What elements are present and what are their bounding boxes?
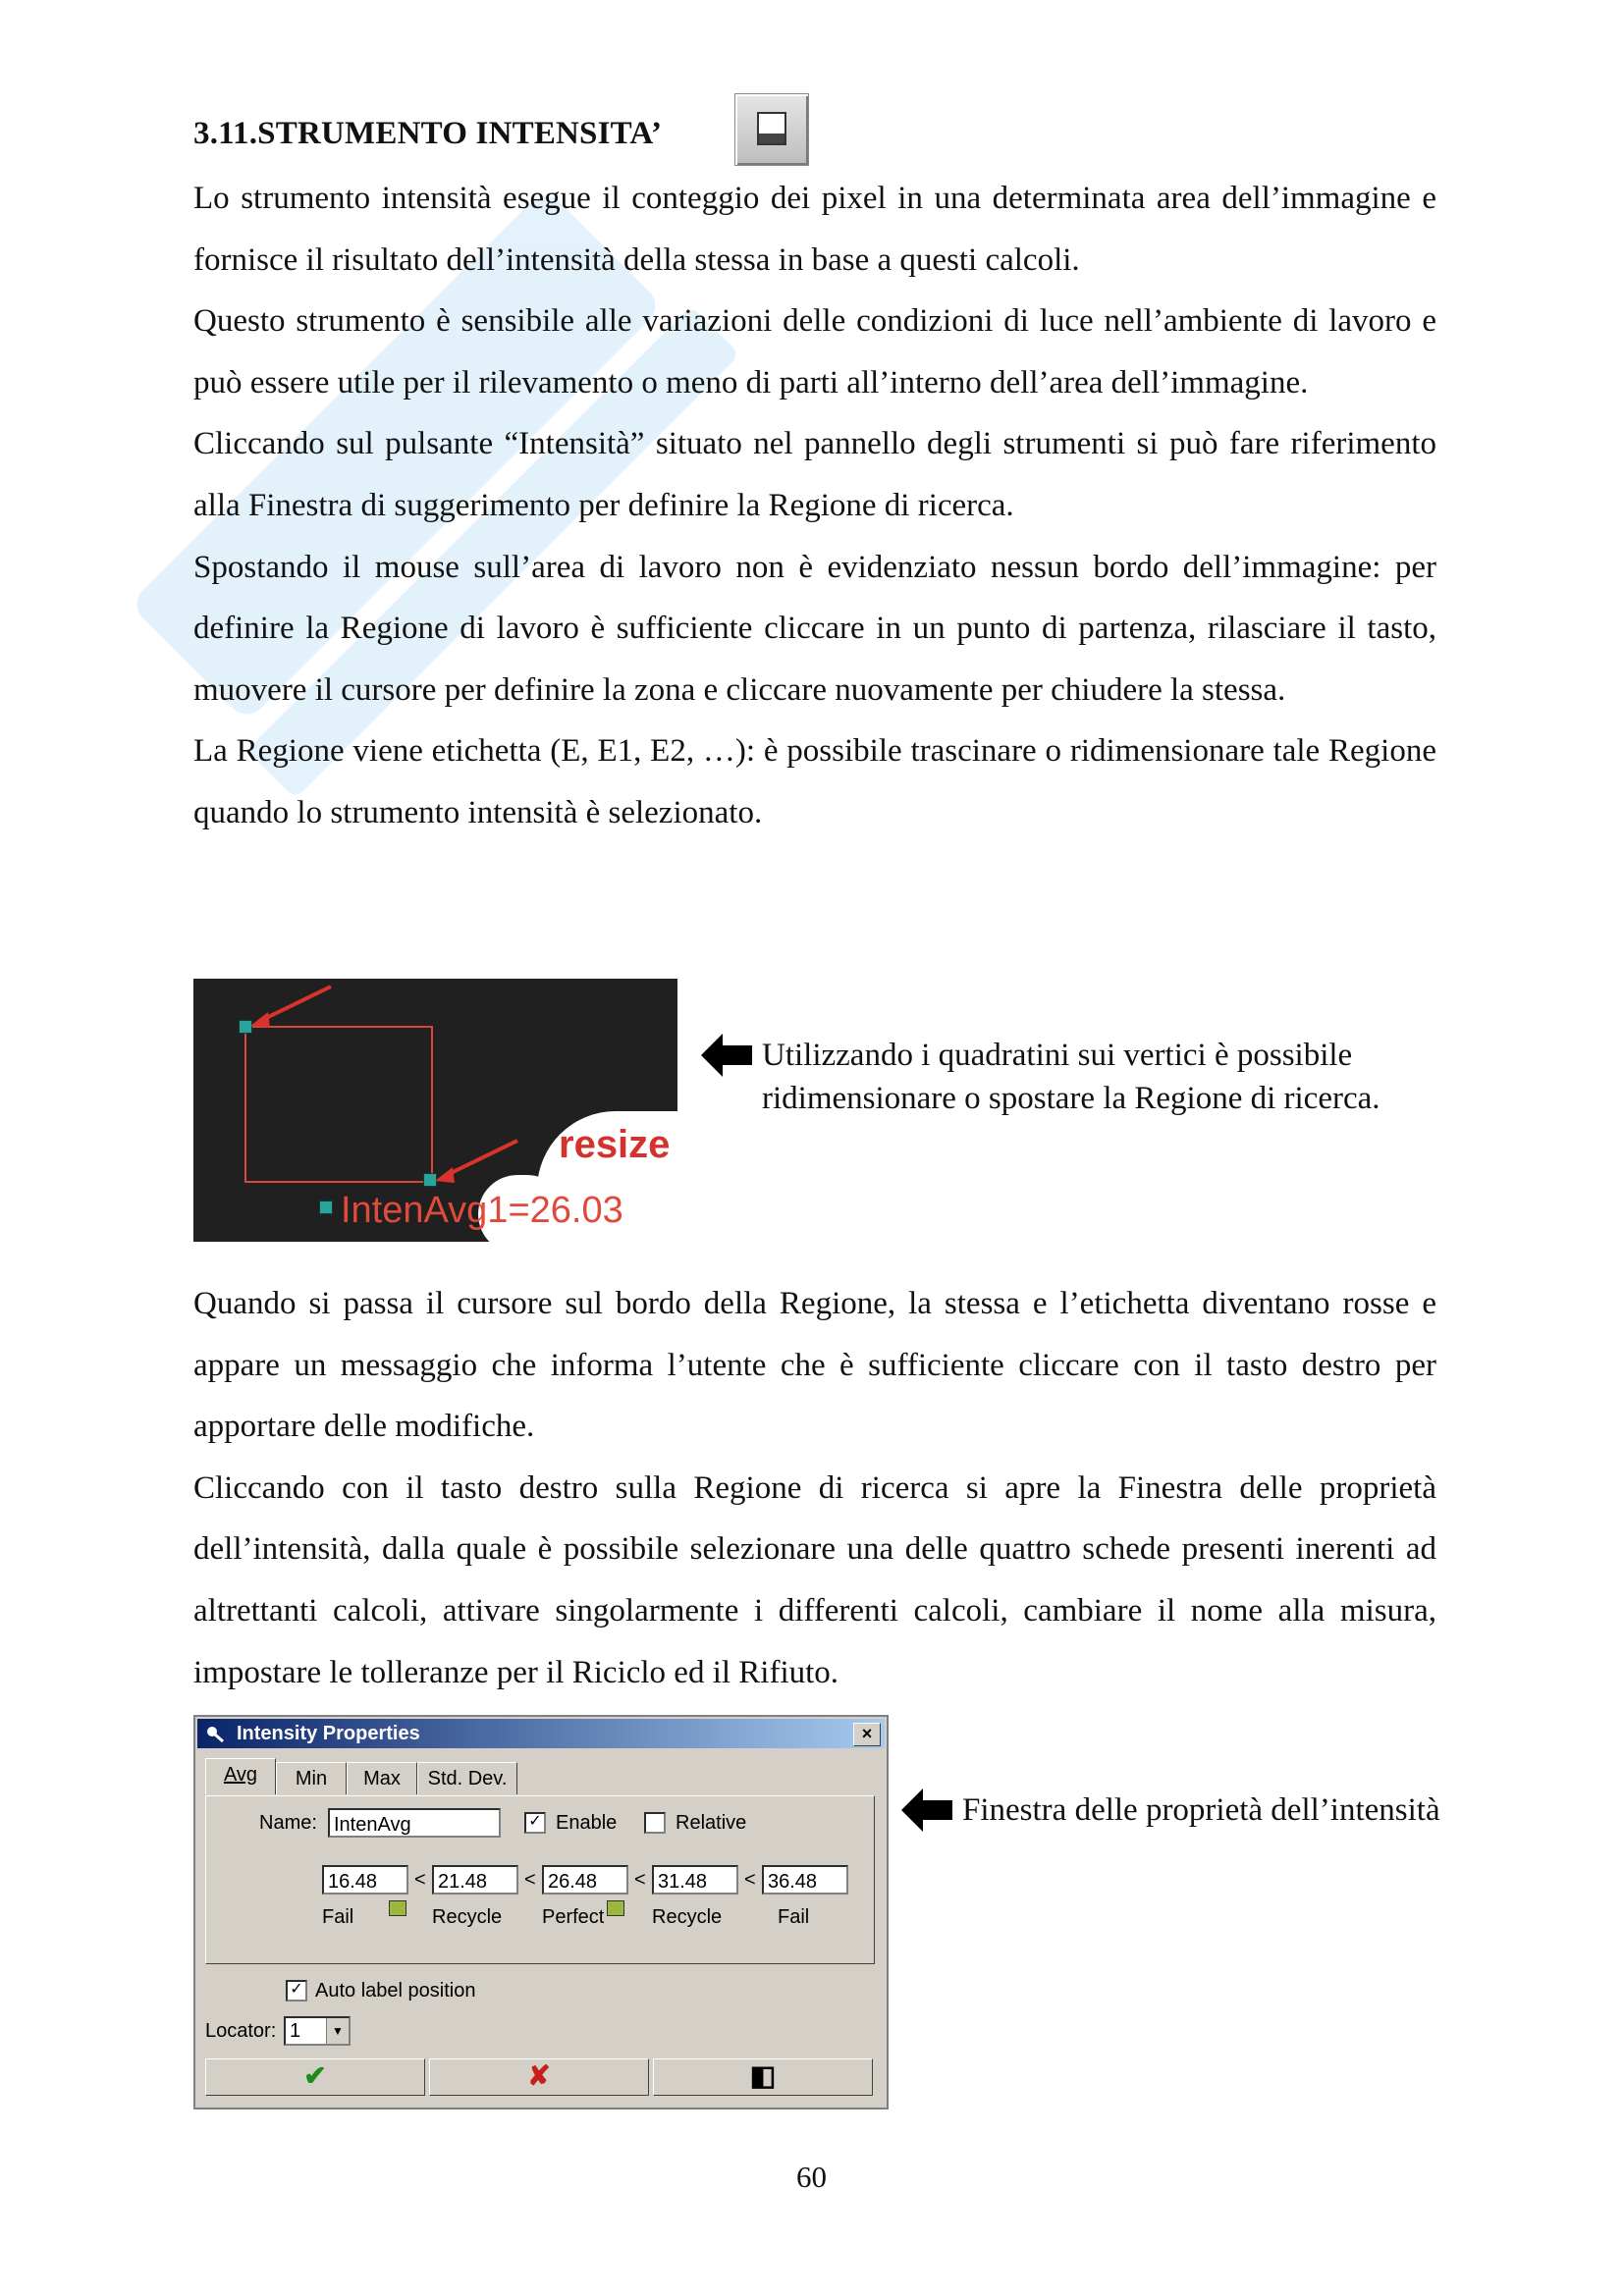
region-resize-figure [193,979,677,1242]
threshold-input[interactable]: 26.48 [542,1865,628,1895]
figure1-caption-line: Utilizzando i quadratini sui vertici è possibile [762,1038,1353,1073]
tab-min[interactable]: Min [276,1762,347,1794]
figure2-caption: Finestra delle proprietà dell’intensità [962,1792,1440,1828]
cancel-button[interactable]: ✘ [429,2058,649,2096]
page-number: 60 [796,2160,827,2194]
threshold-separator: < [634,1869,646,1891]
app-icon [205,1725,225,1742]
relative-checkbox[interactable] [644,1812,666,1834]
locator-select[interactable] [284,2016,351,2046]
figure1-caption [762,1034,1380,1120]
tab-std-dev[interactable]: Std. Dev. [417,1762,517,1794]
zone-label: Fail [322,1906,354,1928]
lock-icon[interactable] [607,1900,624,1916]
figure1-caption-line: ridimensionare o spostare la Regione di ricerca. [762,1081,1380,1116]
threshold-separator: < [414,1869,426,1891]
arrow-left-icon [701,1034,752,1077]
paragraph: Spostando il mouse sull’area di lavoro non è evidenziato nessun bordo dell’immagine: per definire la Regione di lavoro è sufficiente cliccare in un punto di partenza, rilasciare il tasto, muovere il cursore per definire la zona e cliccare nuovamente per chiudere la stessa. [193,549,1436,708]
dialog-button-row [205,2058,873,2096]
dialog-title: Intensity Properties [237,1723,420,1744]
details-text [193,1273,1436,1703]
intensity-properties-dialog [193,1715,889,2109]
threshold-input[interactable]: 36.48 [762,1865,848,1895]
auto-label-checkbox[interactable]: ✓ [286,1980,307,2002]
relative-label: Relative [676,1812,747,1834]
threshold-separator: < [524,1869,536,1891]
region-value-label: IntenAvg1=26.03 [341,1190,623,1231]
locator-value: 1 [290,2020,301,2042]
lock-icon[interactable] [389,1900,406,1916]
threshold-input[interactable]: 31.48 [652,1865,738,1895]
paragraph: La Regione viene etichetta (E, E1, E2, …): è possibile trascinare o ridimensionare tale Regione quando lo strumento intensità è selezionato. [193,733,1436,830]
close-button[interactable]: × [853,1723,881,1746]
zone-label: Recycle [652,1906,723,1928]
dialog-titlebar [197,1719,885,1748]
auto-label-text: Auto label position [315,1980,476,2002]
name-input[interactable]: IntenAvg [328,1808,501,1838]
paragraph: Questo strumento è sensibile alle variazioni delle condizioni di luce nell’ambiente di lavoro e può essere utile per il rilevamento o meno di parti all’interno dell’area dell’immagine. [193,303,1436,400]
tab-avg[interactable]: Avg [205,1758,276,1794]
paragraph: Lo strumento intensità esegue il conteggio dei pixel in una determinata area dell’immagine e fornisce il risultato dell’intensità della stessa in base a questi calcoli. [193,181,1436,278]
tab-panel [205,1795,875,1964]
zone-label: Fail [778,1906,810,1928]
resize-label: resize [559,1123,671,1166]
enable-label: Enable [556,1812,618,1834]
tab-max[interactable]: Max [347,1762,417,1794]
paragraph: Cliccando con il tasto destro sulla Regione di ricerca si apre la Finestra delle proprietà dell’intensità, dalla quale è possibile selezionare una delle quattro schede presenti inerenti ad altrettanti calcoli, attivare singolarmente i differenti calcoli, cambiare il nome alla misura, impostare le tolleranze per il Riciclo ed il Rifiuto. [193,1469,1436,1690]
chevron-down-icon[interactable]: ▼ [326,2018,349,2044]
locator-label: Locator: [205,2020,277,2042]
name-label: Name: [259,1812,317,1834]
threshold-separator: < [744,1869,756,1891]
paragraph: Quando si passa il cursore sul bordo della Regione, la stessa e l’etichetta diventano rosse e appare un messaggio che informa l’utente che è sufficiente cliccare con il tasto destro per apportare delle modifiche. [193,1286,1436,1445]
layout-button[interactable]: ◧ [653,2058,873,2096]
paragraph: Cliccando sul pulsante “Intensità” situato nel pannello degli strumenti si può fare riferimento alla Finestra di suggerimento per definire la Regione di ricerca. [193,426,1436,523]
enable-checkbox[interactable]: ✓ [524,1812,546,1834]
threshold-input[interactable]: 21.48 [432,1865,518,1895]
ok-button[interactable]: ✔ [205,2058,425,2096]
threshold-input[interactable]: 16.48 [322,1865,408,1895]
zone-label: Perfect [542,1906,605,1928]
arrow-left-icon [901,1789,952,1832]
intensity-tool-icon [734,93,809,166]
section-heading: 3.11.STRUMENTO INTENSITA’ [193,116,663,151]
intro-text [193,168,1436,844]
zone-label: Recycle [432,1906,503,1928]
